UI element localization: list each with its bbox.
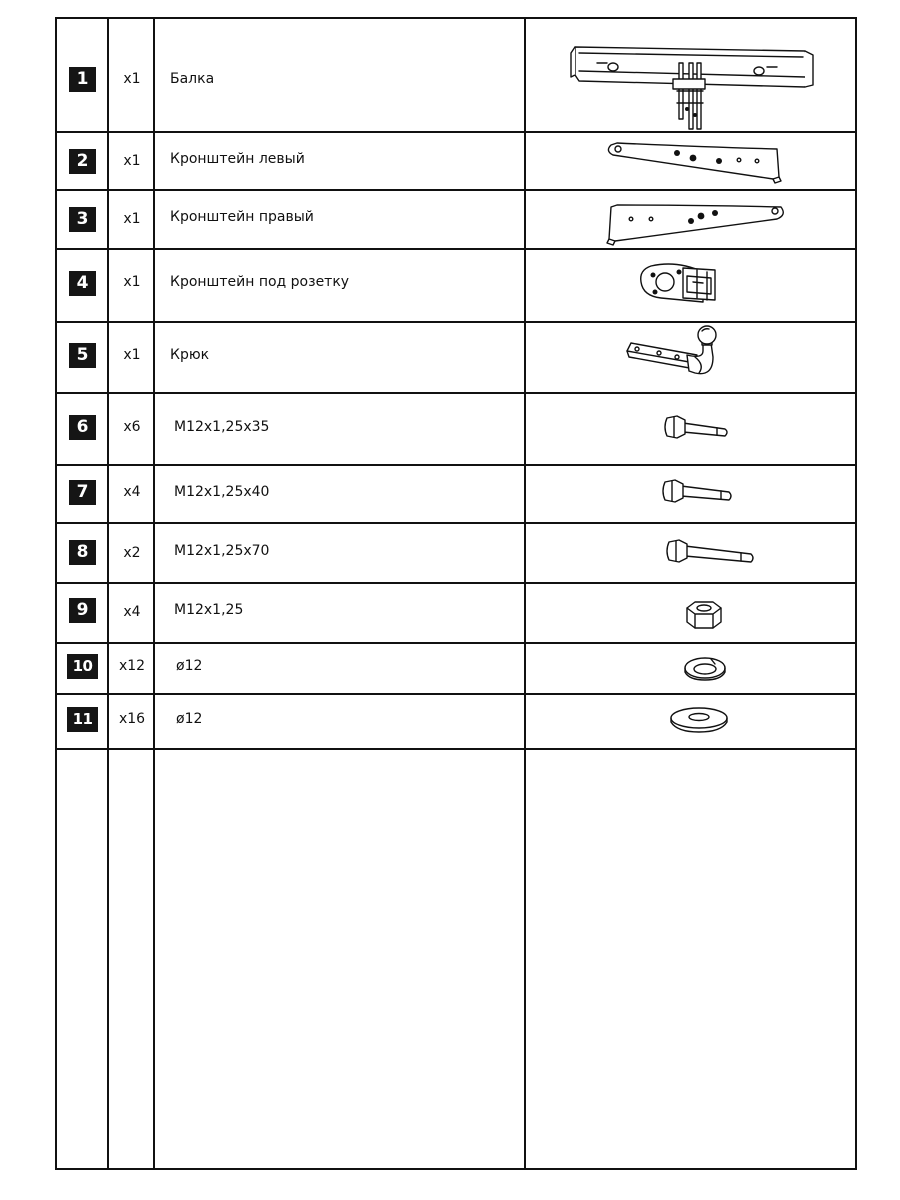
- part-number-badge: 4: [69, 271, 96, 296]
- part-name: Кронштейн правый: [170, 209, 314, 225]
- table-row: [57, 522, 855, 582]
- part-name: M12x1,25x40: [174, 484, 270, 500]
- part-name: Крюк: [170, 347, 210, 363]
- part-name: Кронштейн под розетку: [170, 274, 350, 290]
- part-quantity: x16: [118, 711, 146, 727]
- part-name: M12x1,25x35: [174, 419, 270, 435]
- part-number-badge: 10: [67, 654, 98, 679]
- part-quantity: x1: [123, 153, 141, 169]
- part-quantity: x1: [123, 274, 141, 290]
- part-quantity: x1: [123, 347, 141, 363]
- socket-bracket-icon: [527, 248, 857, 321]
- part-number-badge: 7: [69, 480, 96, 505]
- part-number-badge: 3: [69, 207, 96, 232]
- part-quantity: x12: [118, 658, 146, 674]
- part-quantity: x1: [123, 71, 141, 87]
- part-quantity: x6: [123, 419, 141, 435]
- table-row: [57, 189, 855, 248]
- table-row: [57, 131, 855, 189]
- table-row: [57, 248, 855, 321]
- table-row: [57, 464, 855, 522]
- part-name: ø12: [176, 711, 203, 727]
- bolt-70-icon: [527, 522, 857, 582]
- table-row: [57, 693, 855, 748]
- flat-washer-icon: [527, 693, 857, 748]
- table-row: [57, 582, 855, 642]
- tow-ball-hook-icon: [527, 321, 857, 392]
- left-bracket-icon: [527, 131, 857, 189]
- part-number-badge: 6: [69, 415, 96, 440]
- part-quantity: x4: [123, 484, 141, 500]
- part-name: ø12: [176, 658, 203, 674]
- tow-bar-beam-icon: [527, 19, 857, 131]
- part-quantity: x1: [123, 211, 141, 227]
- part-number-badge: 11: [67, 707, 98, 732]
- part-number-badge: 2: [69, 149, 96, 174]
- table-row: [57, 392, 855, 464]
- hex-nut-icon: [527, 582, 857, 642]
- table-row: [57, 321, 855, 392]
- part-number-badge: 8: [69, 540, 96, 565]
- part-name: Балка: [170, 71, 215, 87]
- part-number-badge: 1: [69, 67, 96, 92]
- right-bracket-icon: [527, 189, 857, 248]
- parts-list-table: [55, 17, 857, 1170]
- part-name: Кронштейн левый: [170, 151, 305, 167]
- row-divider: [57, 748, 855, 750]
- table-row: [57, 19, 855, 131]
- part-quantity: x2: [123, 545, 141, 561]
- table-row: [57, 642, 855, 693]
- part-number-badge: 9: [69, 598, 96, 623]
- bolt-40-icon: [527, 464, 857, 522]
- spring-washer-icon: [527, 642, 857, 693]
- bolt-35-icon: [527, 392, 857, 464]
- part-quantity: x4: [123, 604, 141, 620]
- part-name: M12x1,25x70: [174, 543, 270, 559]
- part-number-badge: 5: [69, 343, 96, 368]
- part-name: M12x1,25: [174, 602, 244, 618]
